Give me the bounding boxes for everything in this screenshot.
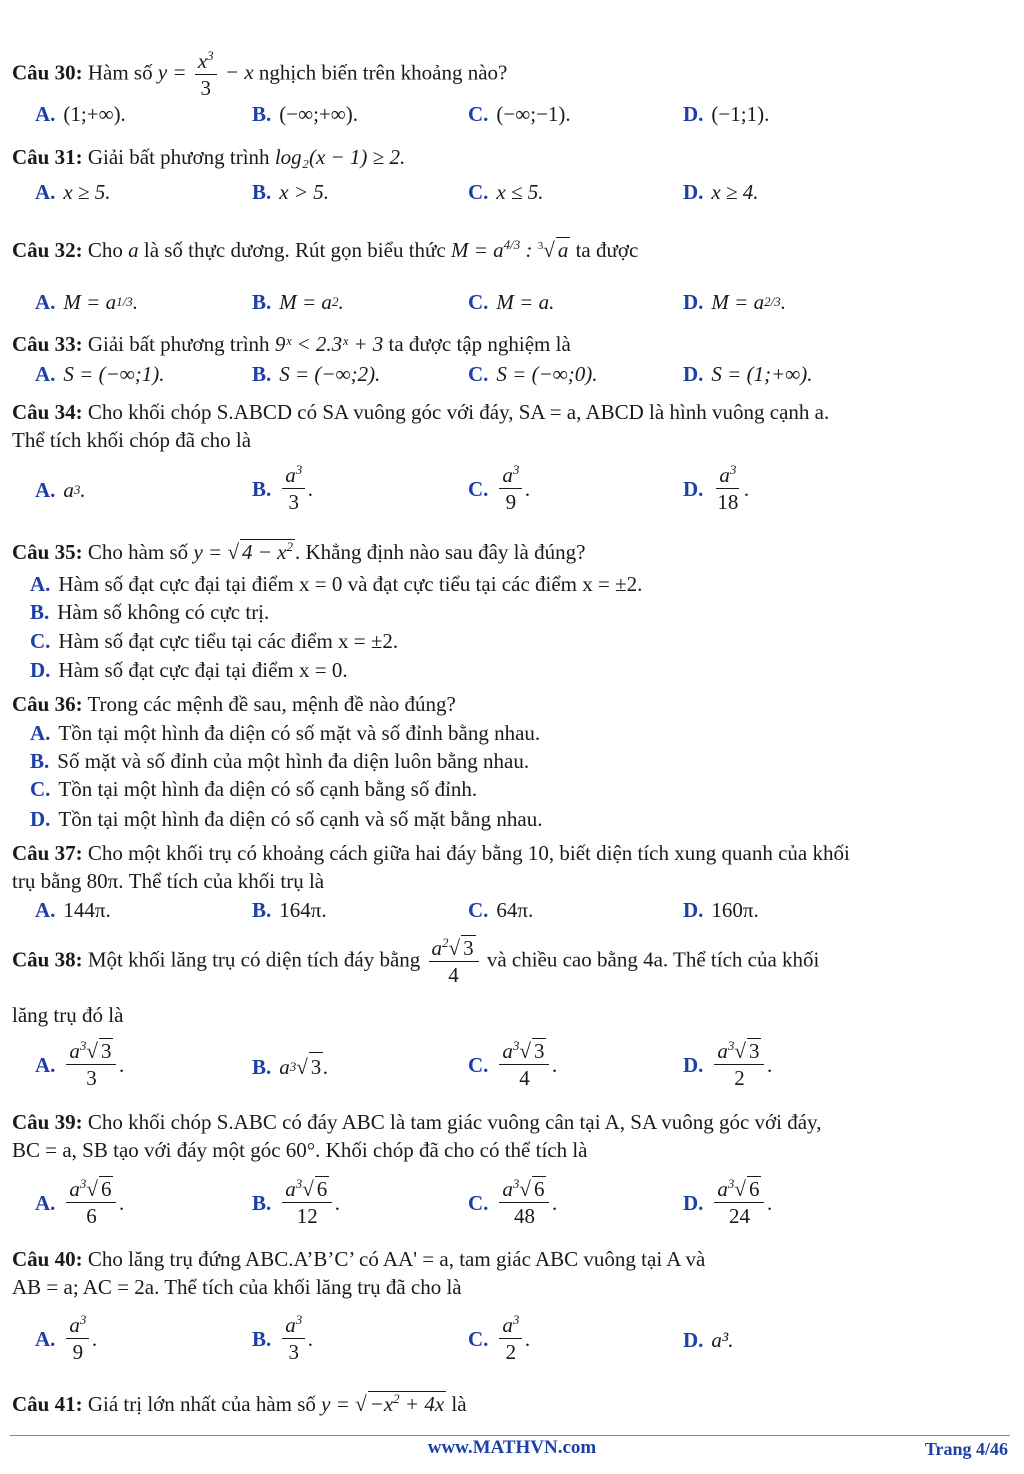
option-d: D. $\frac{a^3√ 3}{2}$ . <box>683 1038 773 1090</box>
options-30 <box>0 100 1024 140</box>
question-text: ta được <box>575 238 639 262</box>
option-c: C. (−∞;−1). <box>468 102 571 126</box>
option-d: D. a³. <box>683 1328 734 1352</box>
question-text: là <box>451 1392 467 1416</box>
option-c: C. $\frac{a^3}{9}$ . <box>468 462 531 514</box>
formula: $\frac{a^2√ 3}{4}$ <box>426 947 482 971</box>
options-33 <box>0 360 1024 400</box>
option-b: B. $\frac{a^3}{3}$ . <box>252 1312 314 1364</box>
question-label: Câu 41: <box>12 1392 83 1416</box>
question-text: Trong các mệnh đề sau, mệnh đề nào đúng? <box>87 692 456 716</box>
question-text: là số thực dương. Rút gọn biểu thức <box>143 238 446 262</box>
question-text: Cho lăng trụ đứng ABC.A’B’C’ có AA' = a, tam giác ABC vuông tại A và <box>87 1247 706 1271</box>
question-text: và chiều cao bằng 4a. Thể tích của khối <box>486 947 820 972</box>
option-b: B. Số mặt và số đỉnh của một hình đa diện luôn bằng nhau. <box>30 749 530 773</box>
question-label: Câu 40: <box>12 1247 83 1271</box>
option-b: B. Hàm số không có cực trị. <box>30 600 270 624</box>
option-a: A. M = a 1/3 . <box>35 290 138 314</box>
variable: a <box>128 238 139 262</box>
option-a: A. $\frac{a^3}{9}$ . <box>35 1312 98 1364</box>
question-31 <box>12 143 1008 171</box>
option-a: A. 144π. <box>35 898 111 922</box>
question-text: Hàm số <box>87 60 153 85</box>
option-d: D. x ≥ 4. <box>683 180 759 204</box>
option-b: B. (−∞;+∞). <box>252 102 358 126</box>
option-d: D. 160π. <box>683 898 759 922</box>
option-a: A. S = (−∞;1). <box>35 362 165 386</box>
question-text: Giải bất phương trình <box>87 145 270 169</box>
options-40 <box>0 1312 1024 1372</box>
option-b: B. a 3 √ 3 . <box>252 1052 329 1081</box>
question-label: Câu 37: <box>12 841 83 865</box>
question-30 <box>12 48 1008 101</box>
option-a: A. a 3 . <box>35 478 86 502</box>
question-label: Câu 35: <box>12 540 83 564</box>
question-text: Giá trị lớn nhất của hàm số <box>87 1392 316 1416</box>
question-text: trụ bằng 80π. Thể tích của khối trụ là <box>12 869 325 893</box>
question-text: BC = a, SB tạo với đáy một góc 60°. Khối chóp đã cho có thể tích là <box>12 1138 588 1162</box>
option-d: D. Tồn tại một hình đa diện có số cạnh và số mặt bằng nhau. <box>30 807 543 831</box>
question-text: Giải bất phương trình <box>87 332 270 356</box>
question-label: Câu 32: <box>12 238 83 262</box>
option-c: C. $\frac{a^3√ 6}{48}$ . <box>468 1176 558 1228</box>
option-b: B. $\frac{a^3√ 6}{12}$ . <box>252 1176 341 1228</box>
option-c: C. x ≤ 5. <box>468 180 544 204</box>
option-a: A. (1;+∞). <box>35 102 126 126</box>
formula: y = √ $-x^2 + 4x$ <box>321 1391 445 1416</box>
question-text: Cho khối chóp S.ABCD có SA vuông góc với đáy, SA = a, ABCD là hình vuông cạnh a. <box>87 400 830 424</box>
question-34 <box>12 398 1008 454</box>
option-c: C. Tồn tại một hình đa diện có số cạnh bằng số đỉnh. <box>30 777 478 801</box>
footer-site: www.MATHVN.com <box>427 1437 597 1458</box>
formula: y = $\frac{x^3}{3}$ − x <box>157 48 254 100</box>
question-38-cont <box>12 1001 1008 1029</box>
question-label: Câu 38: <box>12 947 83 972</box>
option-a: A. Tồn tại một hình đa diện có số mặt và số đỉnh bằng nhau. <box>30 721 541 745</box>
options-32 <box>0 288 1024 328</box>
question-35 <box>12 538 1008 566</box>
option-a: A. $\frac{a^3√ 6}{6}$ . <box>35 1176 125 1228</box>
question-text: Một khối lăng trụ có diện tích đáy bằng <box>87 947 421 972</box>
option-d: D. S = (1;+∞). <box>683 362 813 386</box>
question-label: Câu 34: <box>12 400 83 424</box>
option-d: D. $\frac{a^3√ 6}{24}$ . <box>683 1176 773 1228</box>
question-text: ta được tập nghiệm là <box>388 332 571 356</box>
footer-divider <box>10 1435 1010 1436</box>
option-d: D. M = a 2/3 . <box>683 290 786 314</box>
question-40 <box>12 1245 1008 1301</box>
option-a: A. Hàm số đạt cực đại tại điểm x = 0 và đạt cực tiểu tại các điểm x = ±2. <box>30 572 643 596</box>
options-39 <box>0 1176 1024 1236</box>
question-36 <box>12 690 1008 718</box>
option-a: A. x ≥ 5. <box>35 180 111 204</box>
question-text: Cho <box>87 238 123 262</box>
option-c: C. M = a. <box>468 290 555 314</box>
question-text: Thể tích khối chóp đã cho là <box>12 428 252 452</box>
question-39 <box>12 1108 1008 1164</box>
question-41 <box>12 1390 1008 1418</box>
question-label: Câu 30: <box>12 60 83 85</box>
option-b: B. $\frac{a^3}{3}$ . <box>252 462 314 514</box>
option-b: B. M = a 2 . <box>252 290 344 314</box>
option-b: B. x > 5. <box>252 180 330 204</box>
option-d: D. (−1;1). <box>683 102 770 126</box>
options-38 <box>0 1038 1024 1098</box>
formula: y = √ $4 - x^2$ <box>193 539 293 564</box>
options-34 <box>0 462 1024 522</box>
question-text: nghịch biến trên khoảng nào? <box>258 60 508 85</box>
formula: log₂(x − 1) ≥ 2. <box>274 145 406 169</box>
question-label: Câu 36: <box>12 692 83 716</box>
formula: $M = a^{4/3}$ : $^3$√ a <box>451 237 569 262</box>
question-37 <box>12 839 1008 895</box>
question-32 <box>12 236 1008 264</box>
option-c: C. $\frac{a^3√ 3}{4}$ . <box>468 1038 558 1090</box>
question-38 <box>12 935 1008 988</box>
question-label: Câu 39: <box>12 1110 83 1134</box>
question-label: Câu 33: <box>12 332 83 356</box>
formula: 9ˣ < 2.3ˣ + 3 <box>274 332 384 356</box>
question-33 <box>12 330 1008 358</box>
question-text: AB = a; AC = 2a. Thể tích của khối lăng trụ đã cho là <box>12 1275 462 1299</box>
option-d: D. Hàm số đạt cực đại tại điểm x = 0. <box>30 658 348 682</box>
question-text: Cho hàm số <box>87 540 189 564</box>
option-c: C. S = (−∞;0). <box>468 362 598 386</box>
option-b: B. S = (−∞;2). <box>252 362 381 386</box>
footer-page-number: Trang 4/46 <box>924 1439 1008 1459</box>
option-d: D. $\frac{a^3}{18}$ . <box>683 462 750 514</box>
question-text: lăng trụ đó là <box>12 1003 124 1027</box>
options-31 <box>0 178 1024 218</box>
option-b: B. 164π. <box>252 898 327 922</box>
options-37 <box>0 896 1024 936</box>
option-c: C. 64π. <box>468 898 534 922</box>
question-text: Cho một khối trụ có khoảng cách giữa hai đáy bằng 10, biết diện tích xung quanh của khối <box>87 841 850 865</box>
option-a: A. $\frac{a^3√ 3}{3}$ . <box>35 1038 125 1090</box>
question-text: . Khẳng định nào sau đây là đúng? <box>294 540 586 564</box>
option-c: C. $\frac{a^3}{2}$ . <box>468 1312 531 1364</box>
option-c: C. Hàm số đạt cực tiểu tại các điểm x = ±2. <box>30 629 399 653</box>
question-label: Câu 31: <box>12 145 83 169</box>
question-text: Cho khối chóp S.ABC có đáy ABC là tam giác vuông cân tại A, SA vuông góc với đáy, <box>87 1110 822 1134</box>
